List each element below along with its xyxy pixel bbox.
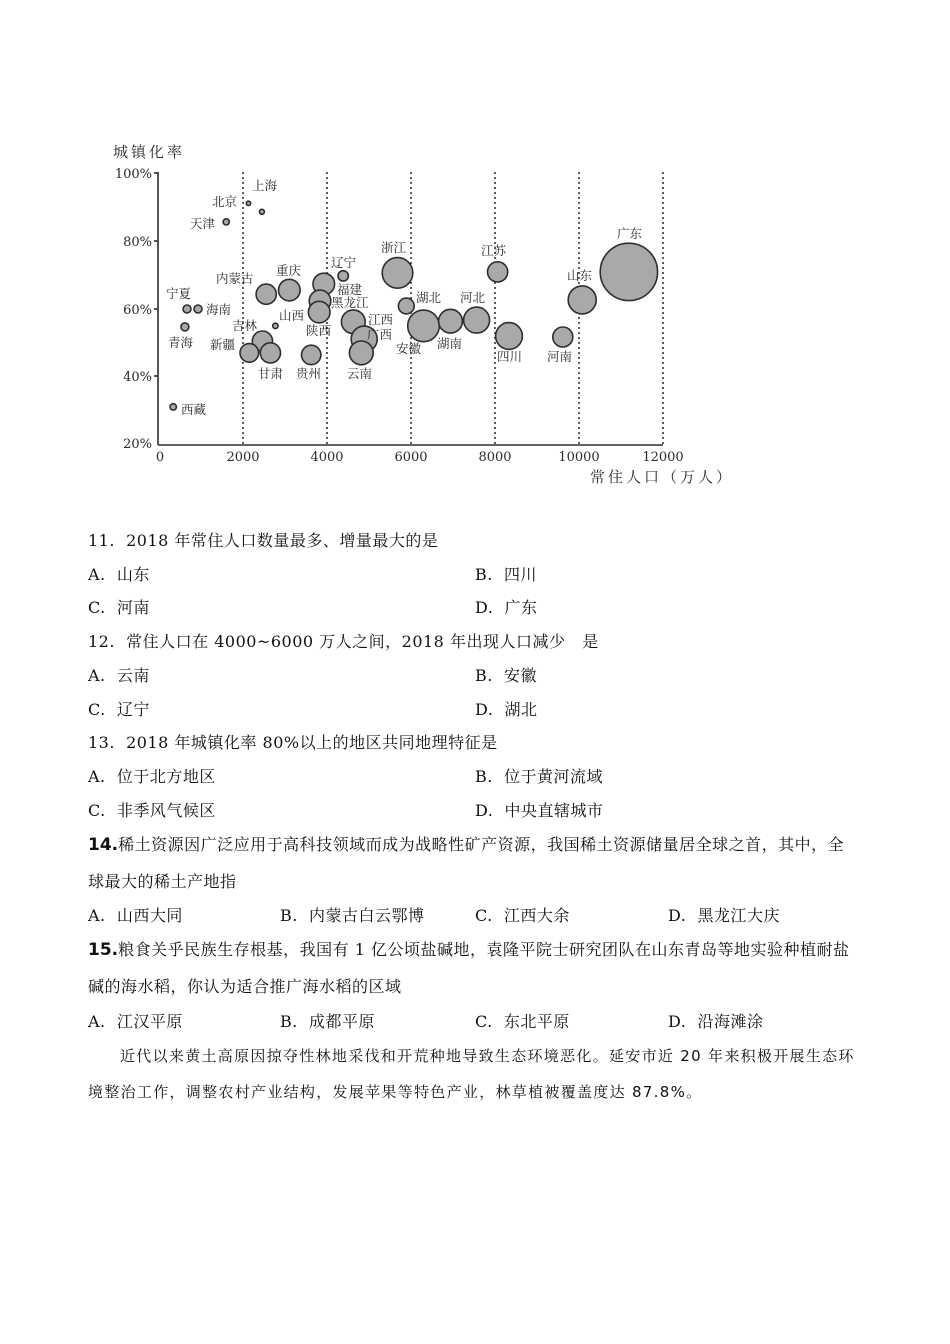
x-tick-label-6000: 6000 <box>394 450 428 465</box>
option-c: C. 江西大余 <box>475 906 570 925</box>
label-zhejiang: 浙江 <box>381 240 407 255</box>
label-guangxi: 广西 <box>367 327 393 342</box>
x-tick-label-8000: 8000 <box>478 450 512 465</box>
question-stem: 13. 2018 年城镇化率 80%以上的地区共同地理特征是 <box>88 733 498 752</box>
y-tick-label-60: 60% <box>123 303 152 318</box>
y-tick-label-20: 20% <box>123 437 152 452</box>
bubble-point-4 <box>194 305 202 313</box>
bubble-point-12 <box>260 343 280 363</box>
passage-line-2: 境整治工作，调整农村产业结构，发展苹果等特色产业，林草植被覆盖度达 87.8%。 <box>88 1083 703 1101</box>
bubble-point-11 <box>240 344 259 363</box>
label-xinjiang: 新疆 <box>210 337 236 352</box>
label-xizang: 西藏 <box>181 402 207 417</box>
bubble-point-30 <box>600 243 657 300</box>
bubble-point-17 <box>308 301 330 323</box>
option-d: D. 广东 <box>475 598 538 617</box>
label-shanghai: 上海 <box>252 178 278 193</box>
question-stem-line-1 <box>88 835 844 855</box>
option-a: A. 山东 <box>88 565 150 584</box>
label-jilin: 吉林 <box>232 318 258 333</box>
option-a: A. 江汉平原 <box>88 1012 183 1031</box>
question-number: 15. <box>88 940 119 960</box>
question-stem-line-2: 球最大的稀土产地指 <box>88 872 237 891</box>
label-sichuan: 四川 <box>497 349 523 364</box>
option-d: D. 黑龙江大庆 <box>668 906 781 925</box>
label-fujian: 福建 <box>337 282 363 297</box>
bubble-point-26 <box>488 262 508 282</box>
label-jiangsu: 江苏 <box>481 243 507 258</box>
label-shandong: 山东 <box>567 268 593 283</box>
label-jiangxi: 江西 <box>368 312 394 327</box>
label-guizhou: 贵州 <box>296 366 322 381</box>
bubble-point-25 <box>464 307 490 333</box>
label-beijing: 北京 <box>212 194 238 209</box>
label-henan: 河南 <box>547 349 573 364</box>
question-stem-line-2: 碱的海水稻，你认为适合推广海水稻的区域 <box>88 977 402 996</box>
label-anhui: 安徽 <box>396 341 422 356</box>
bubble-point-21 <box>349 341 373 365</box>
bubble-point-5 <box>181 323 189 331</box>
x-tick-label-4000: 4000 <box>310 450 344 465</box>
bubble-point-23 <box>398 298 414 314</box>
label-shanxi: 山西 <box>279 308 305 323</box>
x-tick-labels <box>156 450 684 465</box>
label-chongqing: 重庆 <box>276 263 302 278</box>
x-axis-title: 常住人口（万人） <box>590 468 735 486</box>
label-hebei: 河北 <box>460 290 486 305</box>
bubble-point-3 <box>183 305 191 313</box>
grid-lines <box>243 172 663 445</box>
option-c: C. 非季风气候区 <box>88 801 216 820</box>
option-d: D. 中央直辖城市 <box>475 801 604 820</box>
question-stem: 11. 2018 年常住人口数量最多、增量最大的是 <box>88 531 439 550</box>
option-b: B. 内蒙古白云鄂博 <box>280 906 425 925</box>
option-b: B. 成都平原 <box>280 1012 376 1031</box>
option-d: D. 湖北 <box>475 700 538 719</box>
question-stem-text: 稀土资源因广泛应用于高科技领域而成为战略性矿产资源，我国稀土资源储量居全球之首，其中，全 <box>118 835 845 854</box>
label-neimenggu: 内蒙古 <box>216 271 254 286</box>
label-guangdong: 广东 <box>617 226 643 241</box>
bubble-point-8 <box>279 279 301 301</box>
label-hainan: 海南 <box>206 302 232 317</box>
bubble-point-0 <box>259 209 264 214</box>
bubble-point-9 <box>273 323 278 328</box>
option-c: C. 辽宁 <box>88 700 150 719</box>
option-b: B. 安徽 <box>475 666 538 685</box>
x-tick-label-0: 0 <box>155 450 165 465</box>
label-hunan: 湖南 <box>437 336 463 351</box>
urbanization-bubble-chart <box>0 0 760 500</box>
option-a: A. 云南 <box>88 666 150 685</box>
label-gansu: 甘肃 <box>258 366 284 381</box>
option-c: C. 河南 <box>88 598 150 617</box>
label-liaoning: 辽宁 <box>331 255 357 270</box>
label-ningxia: 宁夏 <box>166 286 192 301</box>
option-a: A. 山西大同 <box>88 906 183 925</box>
option-b: B. 位于黄河流域 <box>475 767 604 786</box>
question-stem-text: 粮食关乎民族生存根基，我国有 1 亿公顷盐碱地，袁隆平院士研究团队在山东青岛等地实验种植耐盐 <box>118 940 850 959</box>
bubble-point-2 <box>223 219 229 225</box>
y-axis-title: 城镇化率 <box>113 143 186 161</box>
label-qinghai: 青海 <box>168 335 194 350</box>
bubble-point-29 <box>568 286 596 314</box>
x-tick-label-10000: 10000 <box>558 450 600 465</box>
label-hubei: 湖北 <box>416 290 442 305</box>
y-tick-label-100: 100% <box>114 167 152 182</box>
bubble-point-24 <box>439 309 463 333</box>
question-stem: 12. 常住人口在 4000~6000 万人之间，2018 年出现人口减少 是 <box>88 632 599 651</box>
question-stem-line-1 <box>88 940 849 960</box>
y-tick-labels <box>115 167 152 452</box>
bubble-point-1 <box>246 201 250 205</box>
option-a: A. 位于北方地区 <box>88 767 216 786</box>
option-c: C. 东北平原 <box>475 1012 570 1031</box>
bubble-point-28 <box>553 327 573 347</box>
label-heilongjiang: 黑龙江 <box>331 295 369 310</box>
label-tianjin: 天津 <box>190 216 216 231</box>
label-yunnan: 云南 <box>347 366 373 381</box>
y-tick-label-40: 40% <box>123 370 152 385</box>
y-tick-label-80: 80% <box>123 235 152 250</box>
x-tick-label-12000: 12000 <box>642 450 684 465</box>
bubble-point-7 <box>256 284 276 304</box>
option-b: B. 四川 <box>475 565 538 584</box>
bubble-point-14 <box>338 271 348 281</box>
bubble-point-13 <box>302 345 321 364</box>
bubble-point-27 <box>496 323 523 350</box>
bubble-point-22 <box>408 310 440 342</box>
bubble-point-6 <box>170 404 176 410</box>
x-tick-label-2000: 2000 <box>226 450 260 465</box>
option-d: D. 沿海滩涂 <box>668 1012 764 1031</box>
bubble-point-18 <box>382 258 413 289</box>
passage-line-1: 近代以来黄土高原因掠夺性林地采伐和开荒种地导致生态环境恶化。延安市近 20 年来积极开展生态环 <box>120 1047 855 1065</box>
question-number: 14. <box>88 835 119 855</box>
label-shaanxi: 陕西 <box>306 323 332 338</box>
